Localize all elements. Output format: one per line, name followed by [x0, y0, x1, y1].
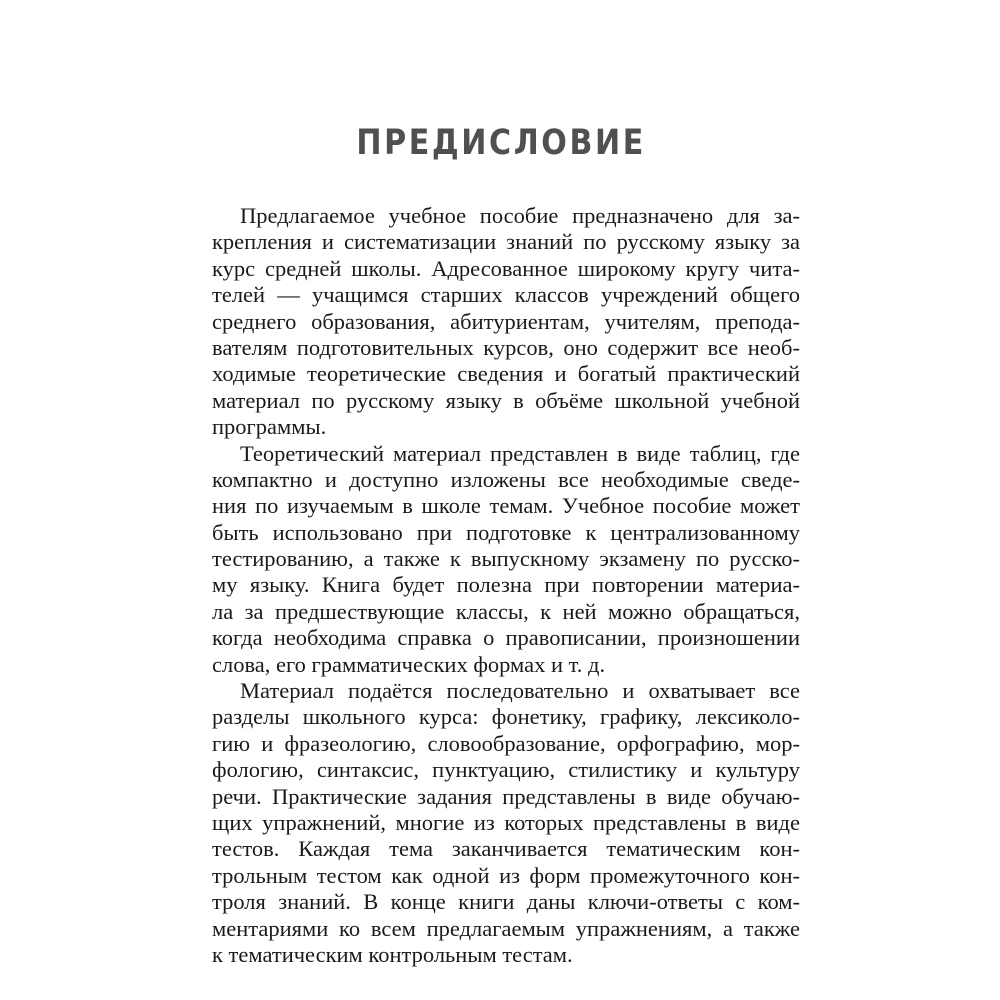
text-line: программы.: [212, 414, 327, 440]
text-line: Предлагаемое учебное пособие предназначено для за-: [240, 203, 800, 228]
text-line: Теоретический материал представлен в виде таблиц, где: [240, 440, 800, 466]
text-line: щих упражнений, многие из которых представлены в виде: [212, 809, 800, 835]
body-text: [212, 203, 800, 968]
text-line: телей — учащимся старших классов учреждений общего: [212, 282, 800, 308]
text-line: тестированию, а также к выпускному экзамену по русско-: [212, 546, 800, 572]
paragraph-3: [212, 678, 800, 968]
text-line: ходимые теоретические сведения и богатый практический: [212, 361, 800, 387]
text-line: когда необходима справка о правописании, произношении: [212, 625, 800, 651]
text-line: ментариями ко всем предлагаемым упражнениям, а также: [212, 915, 800, 941]
text-line: слова, его грамматических формах и т. д.: [212, 651, 606, 677]
text-line: быть использовано при подготовке к централизованному: [212, 519, 800, 545]
text-line: му языку. Книга будет полезна при повторении материа-: [212, 572, 800, 598]
text-line: троля знаний. В конце книги даны ключи-ответы с ком-: [212, 889, 800, 915]
paragraph-1: [212, 203, 800, 441]
text-line: фологию, синтаксис, пунктуацию, стилистику и культуру: [212, 757, 800, 783]
text-line: речи. Практические задания представлены в виде обучаю-: [212, 783, 800, 809]
text-line: к тематическим контрольным тестам.: [212, 941, 573, 967]
text-line: разделы школьного курса: фонетику, графику, лексиколо-: [212, 704, 800, 730]
text-line: трольным тестом как одной из форм промежуточного кон-: [212, 862, 800, 888]
text-line: материал по русскому языку в объёме школьной учебной: [212, 387, 800, 413]
text-line: среднего образования, абитуриентам, учителям, препода-: [212, 308, 800, 334]
text-line: ла за предшествующие классы, к ней можно обращаться,: [212, 598, 800, 624]
text-line: ния по изучаемым в школе темам. Учебное пособие может: [212, 493, 800, 519]
text-line: крепления и систематизации знаний по русскому языку за: [212, 229, 800, 255]
page-title: ПРЕДИСЛОВИЕ: [356, 123, 646, 163]
text-line: курс средней школы. Адресованное широкому кругу чита-: [212, 255, 800, 281]
text-line: компактно и доступно изложены все необходимые сведе-: [212, 466, 800, 492]
text-line: гию и фразеологию, словообразование, орфографию, мор-: [212, 730, 800, 756]
text-line: Материал подаётся последовательно и охватывает все: [240, 678, 800, 704]
paragraph-2: [212, 441, 800, 679]
text-line: тестов. Каждая тема заканчивается тематическим кон-: [212, 836, 800, 862]
text-line: вателям подготовительных курсов, оно содержит все необ-: [212, 334, 800, 360]
